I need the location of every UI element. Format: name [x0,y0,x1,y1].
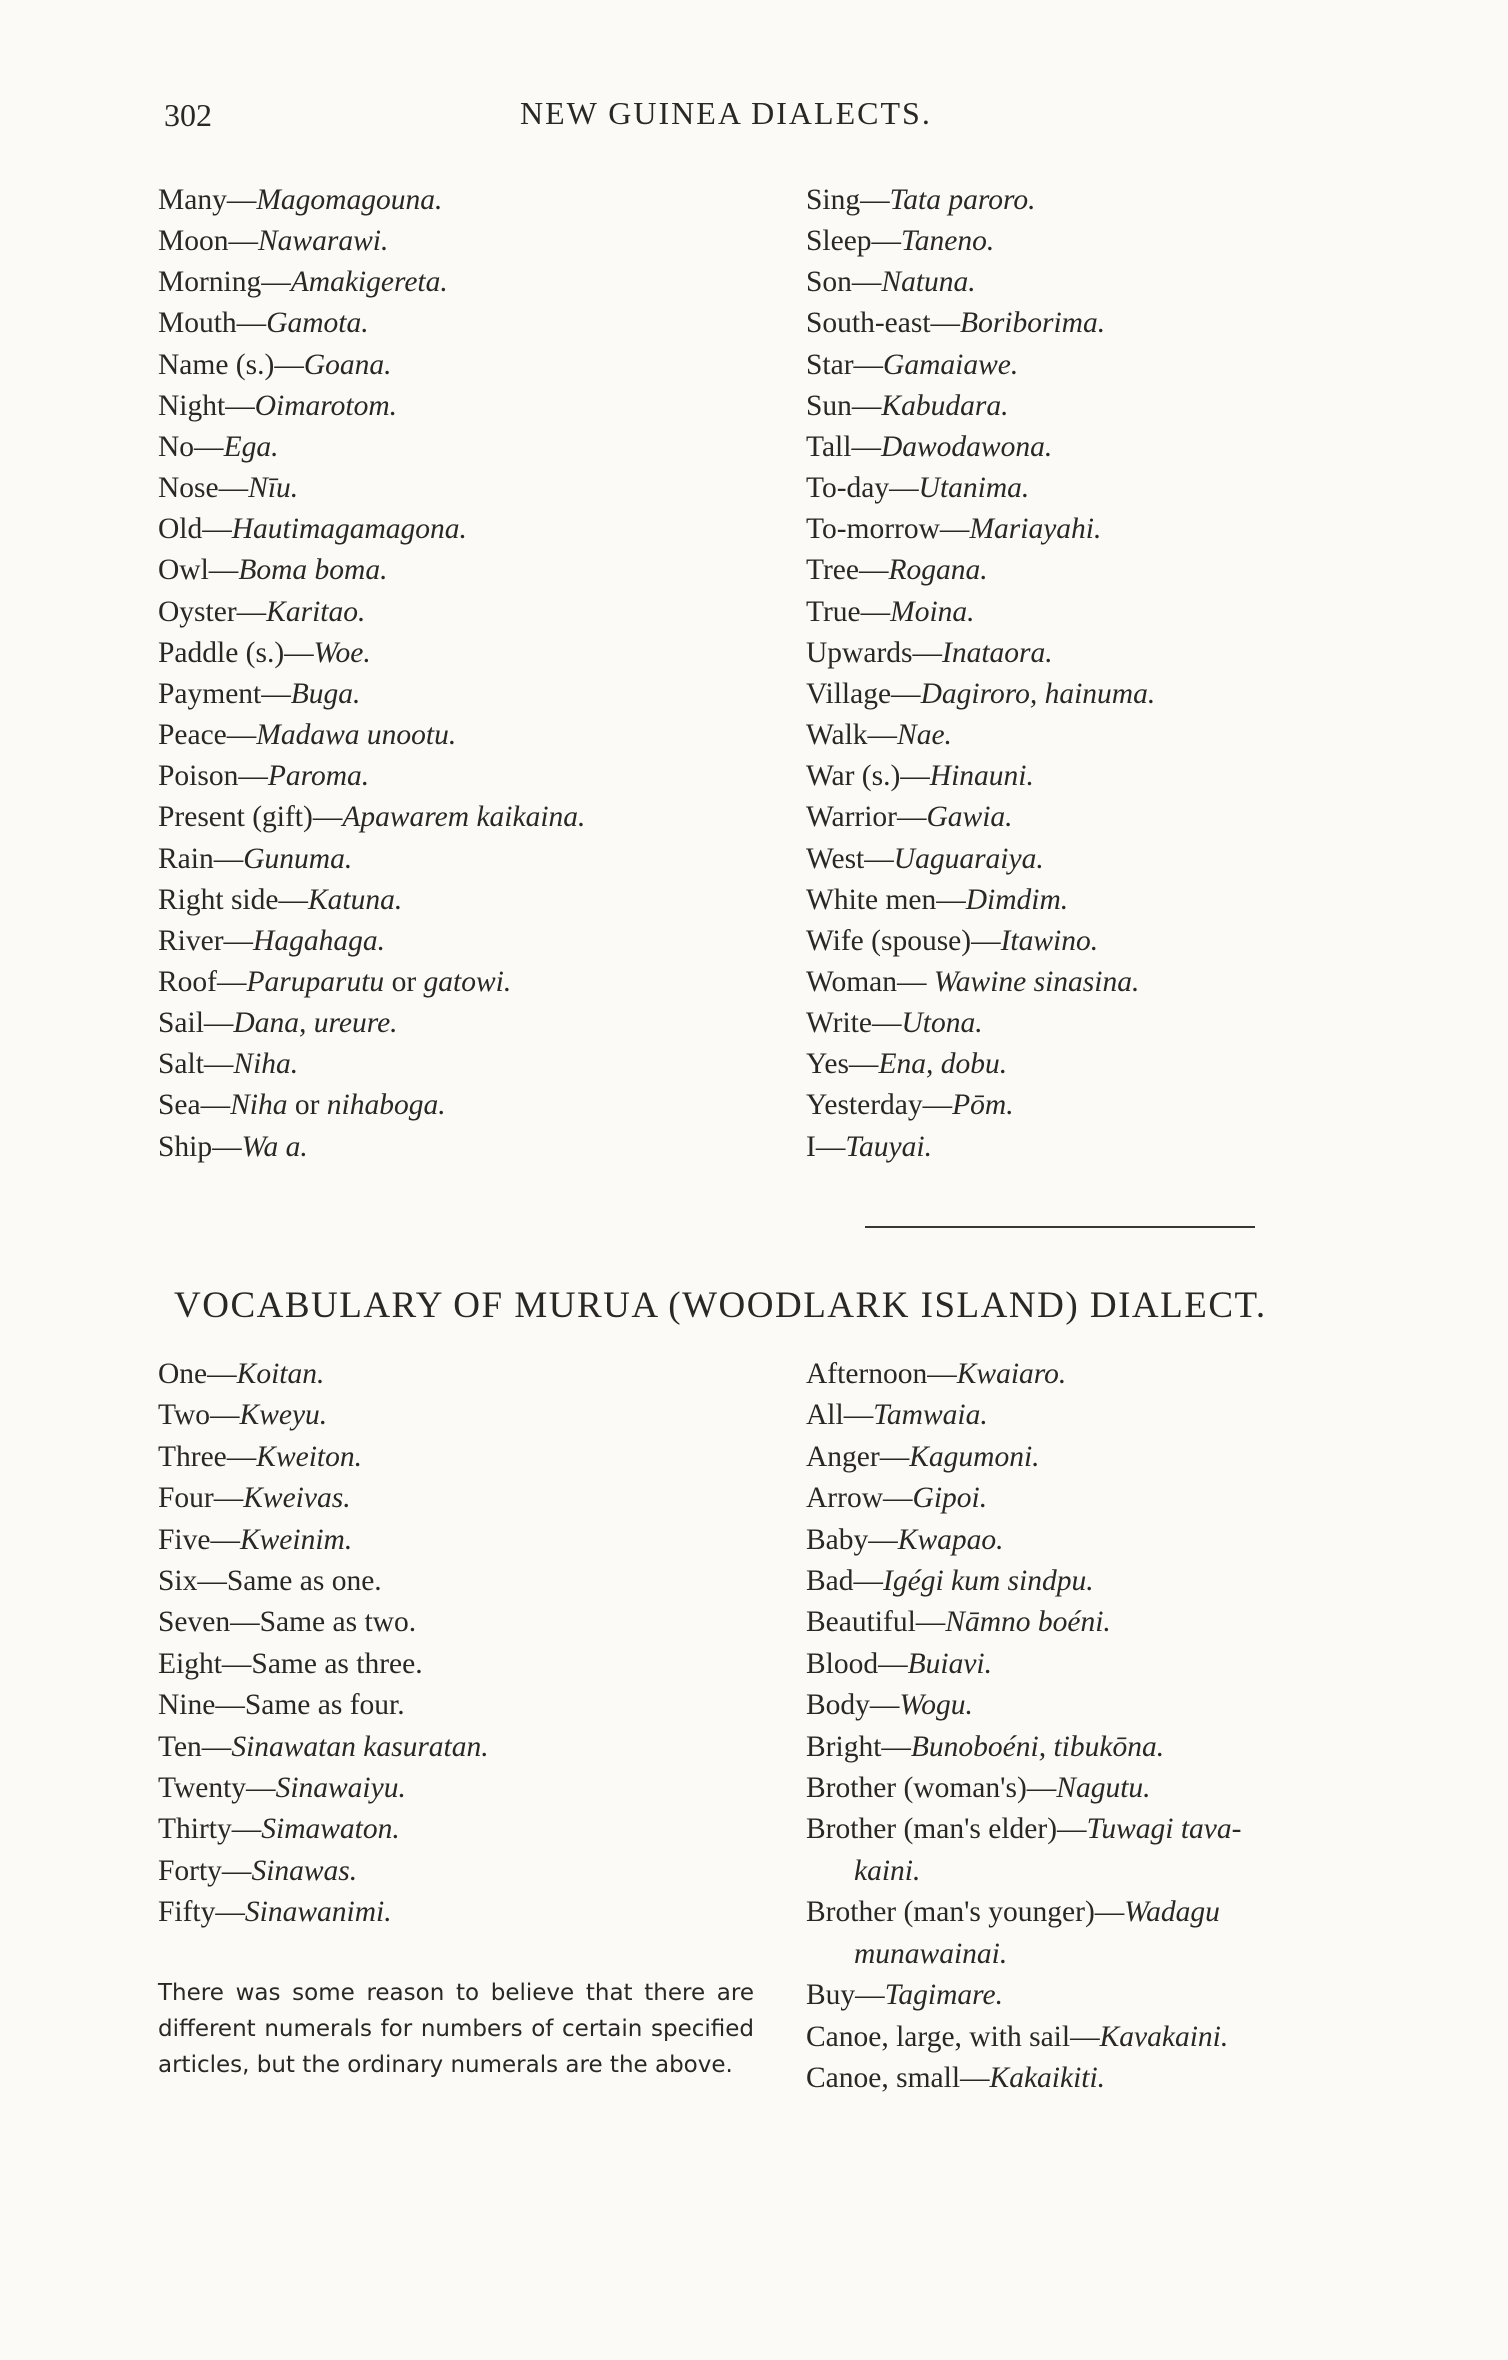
vocab-entry [158,1003,585,1044]
native-word: Dawodawona. [880,430,1053,463]
english-word: West— [806,842,894,875]
native-word: Dagiroro, hainuma. [920,677,1156,710]
native-word: Kweyu. [239,1399,328,1432]
english-word: Present (gift)— [158,801,343,834]
native-word: Tagimare. [884,1979,1003,2012]
vocab-entry [158,1395,489,1436]
vocab-entry [806,1003,1155,1044]
english-word: Yes— [806,1048,879,1081]
english-word: Canoe, large, with sail— [806,2020,1100,2053]
native-word: Amakigereta. [290,266,448,299]
vocab-entry [806,221,1155,262]
native-word: Pōm. [952,1089,1014,1122]
vocab-entry [158,262,585,303]
english-word: Morning— [158,266,291,299]
native-word: Nāmno boéni. [945,1606,1111,1639]
english-word: Star— [806,348,884,381]
native-word: Rogana. [888,554,988,587]
native-word: Sinawaiyu. [275,1772,406,1805]
vocab-entry [806,550,1155,591]
vocab-entry [158,1851,489,1892]
english-word: Payment— [158,677,291,710]
english-word: Upwards— [806,636,943,669]
vocab-entry [158,303,585,344]
english-word: Name (s.)— [158,348,304,381]
vocab-entry [158,1561,489,1602]
native-word: Ega. [223,430,279,463]
vocab-entry [806,1127,1155,1168]
native-word: Buga. [290,677,361,710]
native-word: Gamota. [266,307,369,340]
english-word: Beautiful— [806,1606,946,1639]
vocab-entry [158,674,585,715]
vocab-entry [158,1044,585,1085]
native-word: Paroma. [267,760,370,793]
vocab-entry [158,797,585,838]
native-word: Woe. [313,636,371,669]
vocab-entry [158,921,585,962]
vocab-entry [806,262,1155,303]
native-word: Tata paroro. [889,184,1036,216]
native-word: Gunuma. [243,842,353,875]
native-word: Gamaiawe. [883,348,1019,381]
running-title: NEW GUINEA DIALECTS. [520,95,932,131]
native-word: Kweivas. [243,1482,351,1515]
vocab-entry [806,1727,1406,1768]
native-word: Inataora. [942,636,1053,669]
vocab-entry [806,1478,1406,1519]
native-word: Tuwagi tava- [1086,1813,1242,1846]
vocab-entry [806,1354,1406,1395]
english-word: Eight—Same as three. [158,1647,423,1680]
vocab-entry [806,2017,1406,2058]
english-word: Warrior— [806,801,927,834]
english-word: Write— [806,1007,902,1040]
vocab-entry [806,1644,1406,1685]
vocab-entry [158,592,585,633]
vocab-entry [158,427,585,468]
english-word: Many— [158,184,257,216]
native-word: Kweiton. [256,1440,362,1473]
vocab-entry [158,386,585,427]
vocab-column-bottom-right [806,1354,1406,2099]
vocab-entry [806,180,1155,221]
vocab-entry [158,839,585,880]
vocab-entry [806,1975,1406,2016]
english-word: To-day— [806,472,919,505]
vocab-entry [806,962,1155,1003]
native-word: Taneno. [901,225,995,258]
vocab-entry [158,1478,489,1519]
english-word: Night— [158,389,255,422]
native-word: Kagumoni. [909,1440,1040,1473]
english-word: Blood— [806,1647,908,1680]
english-word: Owl— [158,554,239,587]
native-word: Tamwaia. [873,1399,988,1432]
native-word: Wogu. [899,1689,973,1722]
vocab-entry [806,427,1155,468]
native-word: Ena, dobu. [878,1048,1008,1081]
english-word: Walk— [806,719,898,752]
english-word: Ship— [158,1130,242,1163]
english-word: South-east— [806,307,961,340]
english-word: Three— [158,1440,257,1473]
native-word: Kavakaini. [1099,2020,1229,2053]
vocab-entry [158,1354,489,1395]
english-word: All— [806,1399,874,1432]
english-word: Sing— [806,184,890,216]
native-word: Karitao. [266,595,366,628]
native-word: Wawine sinasina. [933,965,1140,998]
native-word: Sinawatan kasuratan. [231,1730,489,1763]
english-word: One— [158,1358,237,1390]
native-word: Kakaikiti. [989,2061,1106,2094]
native-word: Niha [230,1089,288,1122]
native-word: Goana. [303,348,392,381]
english-word: Ten— [158,1730,232,1763]
native-word: Itawino. [1000,924,1099,957]
native-word: Nīu. [248,472,299,505]
english-word: Sun— [806,389,882,422]
native-word: Natuna. [881,266,976,299]
native-word: Utanima. [918,472,1030,505]
vocab-entry [158,550,585,591]
english-word: Bad— [806,1565,884,1598]
native-word: Paruparutu [246,965,385,998]
vocab-entry [158,1768,489,1809]
page-number: 302 [164,97,212,133]
vocab-entry [158,633,585,674]
vocab-entry [158,468,585,509]
english-word: Brother (man's younger)— [806,1896,1125,1929]
native-word: Hautimagamagona. [231,513,467,546]
vocab-entry [806,633,1155,674]
english-word: Afternoon— [806,1358,957,1390]
native-word: Wa a. [241,1130,308,1163]
english-word: Nine—Same as four. [158,1689,405,1722]
vocab-entry [158,1520,489,1561]
native-word: Simawaton. [261,1813,400,1846]
native-word: Kabudara. [881,389,1009,422]
vocab-entry [806,797,1155,838]
english-word: I— [806,1130,846,1163]
vocab-column-bottom-left [158,1354,489,1934]
native-word: Sinawas. [251,1854,358,1887]
vocab-entry [158,1602,489,1643]
english-word: Wife (spouse)— [806,924,1001,957]
english-word: Two— [158,1399,240,1432]
native-word: gatowi. [423,965,512,998]
english-word: Six—Same as one. [158,1565,382,1598]
vocab-entry [158,180,585,221]
english-word: Bright— [806,1730,911,1763]
vocab-entry [806,1085,1155,1126]
english-word: Salt— [158,1048,234,1081]
vocab-entry [158,962,585,1003]
native-word: Apawarem kaikaina. [342,801,586,834]
native-word: Hinauni. [929,760,1034,793]
english-word: Five— [158,1523,240,1556]
english-word: Four— [158,1482,244,1515]
english-word: Roof— [158,965,247,998]
native-word: Gawia. [926,801,1013,834]
vocab-entry [158,756,585,797]
vocab-column-top-left [158,180,585,1168]
vocab-entry [158,1437,489,1478]
vocab-entry [806,468,1155,509]
vocab-entry [806,1892,1406,1975]
vocab-entry [806,756,1155,797]
native-word: Niha. [233,1048,299,1081]
vocab-entry [806,592,1155,633]
english-word: Buy— [806,1979,885,2012]
english-word: Village— [806,677,921,710]
native-word: Kweinim. [239,1523,353,1556]
section-title: VOCABULARY OF MURUA (WOODLARK ISLAND) DIALECT. [174,1285,1267,1326]
native-word: Nae. [897,719,952,752]
vocab-entry [806,1809,1406,1892]
vocab-entry [806,1685,1406,1726]
english-word: Oyster— [158,595,267,628]
native-word: nihaboga. [326,1089,446,1122]
english-word: War (s.)— [806,760,930,793]
vocab-entry [158,509,585,550]
vocab-entry [806,1520,1406,1561]
english-word: Baby— [806,1523,898,1556]
english-word: Brother (man's elder)— [806,1813,1087,1846]
vocab-entry [806,2058,1406,2099]
vocab-entry [806,880,1155,921]
english-word: Thirty— [158,1813,262,1846]
native-word: Nagutu. [1056,1772,1151,1805]
native-word: Dimdim. [965,883,1069,916]
english-word: Yesterday— [806,1089,953,1122]
english-word: Woman— [806,965,934,998]
english-word: Poison— [158,760,268,793]
vocab-entry [158,1727,489,1768]
english-word: Forty— [158,1854,252,1887]
native-word: Uaguaraiya. [893,842,1044,875]
english-word: Tall— [806,430,881,463]
english-word: Peace— [158,719,257,752]
native-word: Boma boma. [238,554,388,587]
vocab-entry [806,1602,1406,1643]
native-word: Igégi kum sindpu. [883,1565,1094,1598]
vocab-entry [158,1685,489,1726]
native-word-continued: munawainai. [854,1937,1008,1970]
english-word: White men— [806,883,966,916]
vocab-entry [806,1561,1406,1602]
section-divider [865,1226,1255,1228]
english-word: Old— [158,513,232,546]
native-word: Mariayahi. [969,513,1102,546]
native-word: Tauyai. [845,1130,932,1163]
vocab-entry [806,715,1155,756]
english-word: Sail— [158,1007,234,1040]
english-word: To-morrow— [806,513,970,546]
native-word: Magomagouna. [256,184,443,216]
native-word: Dana, ureure. [233,1007,398,1040]
native-word: Wadagu [1124,1896,1220,1929]
vocab-entry [158,1644,489,1685]
native-word: Kwaiaro. [956,1358,1067,1390]
english-word: Arrow— [806,1482,913,1515]
english-word: River— [158,924,254,957]
english-word: Son— [806,266,882,299]
native-word: Moina. [890,595,975,628]
english-word: Fifty— [158,1896,245,1929]
english-word: Brother (woman's)— [806,1772,1057,1805]
vocab-entry [158,715,585,756]
vocab-entry [806,303,1155,344]
native-word: Oimarotom. [254,389,398,422]
connector-word: or [384,965,424,998]
native-word: Madawa unootu. [256,719,457,752]
english-word: Canoe, small— [806,2061,990,2094]
native-word: Sinawanimi. [244,1896,392,1929]
vocab-entry [806,921,1155,962]
native-word: Nawarawi. [257,225,389,258]
english-word: Moon— [158,225,258,258]
english-word: Body— [806,1689,900,1722]
vocab-entry [806,839,1155,880]
vocab-entry [158,1127,585,1168]
vocab-entry [806,345,1155,386]
vocab-entry [806,1044,1155,1085]
native-word: Boriborima. [960,307,1106,340]
english-word: Twenty— [158,1772,276,1805]
native-word-continued: kaini. [854,1854,921,1887]
vocab-entry [158,880,585,921]
english-word: Anger— [806,1440,910,1473]
native-word: Kwapao. [897,1523,1004,1556]
english-word: True— [806,595,891,628]
vocab-entry [158,1892,489,1933]
vocab-entry [806,1395,1406,1436]
numerals-note: There was some reason to believe that there are different numerals for numbers of certain specified articles, but the ordinary numerals are the above. [158,1980,754,2078]
english-word: Paddle (s.)— [158,636,314,669]
native-word: Hagahaga. [253,924,385,957]
native-word: Bunoboéni, tibukōna. [910,1730,1165,1763]
vocab-entry [806,674,1155,715]
english-word: Seven—Same as two. [158,1606,417,1639]
english-word: Right side— [158,883,308,916]
native-word: Katuna. [307,883,403,916]
vocab-column-top-right [806,180,1155,1168]
english-word: Sleep— [806,225,902,258]
native-word: Buiavi. [907,1647,993,1680]
vocab-entry [806,1768,1406,1809]
vocab-entry [806,386,1155,427]
english-word: Mouth— [158,307,267,340]
english-word: Rain— [158,842,244,875]
vocab-entry [806,1437,1406,1478]
vocab-entry [806,509,1155,550]
vocab-entry [158,345,585,386]
english-word: Sea— [158,1089,231,1122]
vocab-entry [158,1085,585,1126]
vocab-entry [158,1809,489,1850]
connector-word: or [287,1089,327,1122]
english-word: No— [158,430,224,463]
native-word: Gipoi. [912,1482,988,1515]
vocab-entry [158,221,585,262]
english-word: Nose— [158,472,249,505]
native-word: Koitan. [236,1358,325,1390]
native-word: Utona. [901,1007,983,1040]
english-word: Tree— [806,554,889,587]
